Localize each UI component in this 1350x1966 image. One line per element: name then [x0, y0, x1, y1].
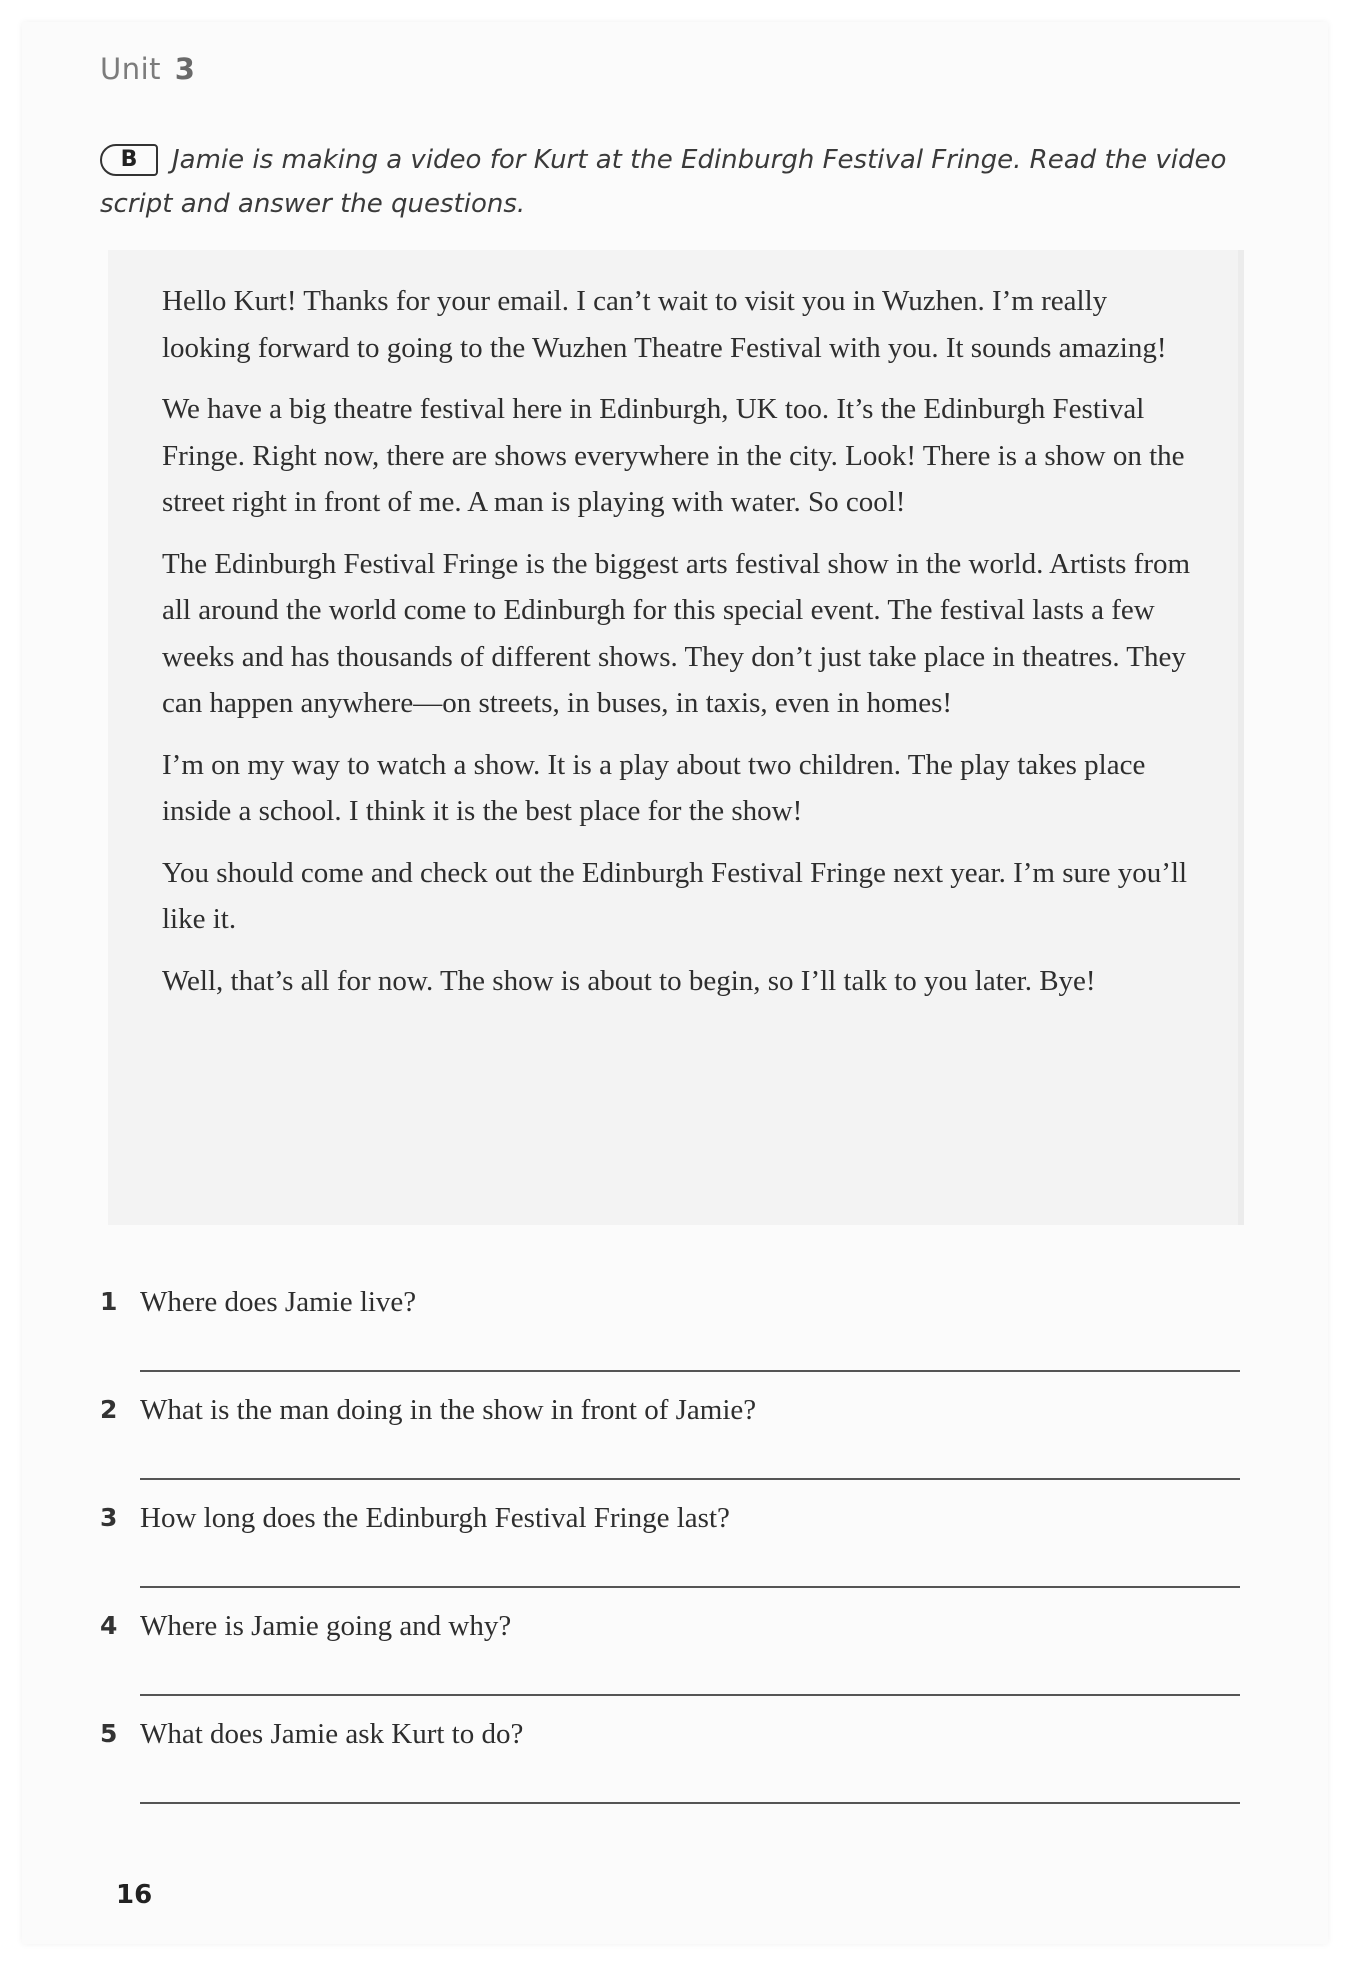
- answer-line[interactable]: [140, 1694, 1240, 1696]
- exercise-instruction: [100, 138, 1230, 226]
- answer-line[interactable]: [140, 1586, 1240, 1588]
- question-item: [100, 1606, 1240, 1714]
- question-number: 5: [100, 1719, 118, 1748]
- unit-header: [100, 52, 195, 86]
- question-text: Where is Jamie going and why?: [140, 1610, 512, 1642]
- unit-label: Unit: [100, 52, 162, 86]
- answer-line[interactable]: [140, 1478, 1240, 1480]
- script-paragraph: We have a big theatre festival here in Edinburgh, UK too. It’s the Edinburgh Festival Fringe. Right now, there are shows everywhere in the city. Look! There is a show on the street right in front of me. A man is playing with water. So cool!: [162, 393, 1185, 518]
- page-number: 16: [116, 1880, 153, 1910]
- question-number: 2: [100, 1395, 118, 1424]
- script-paragraph: Well, that’s all for now. The show is about to begin, so I’ll talk to you later. Bye!: [162, 964, 1096, 997]
- question-text: What does Jamie ask Kurt to do?: [140, 1718, 524, 1750]
- answer-line[interactable]: [140, 1802, 1240, 1804]
- question-text: What is the man doing in the show in front of Jamie?: [140, 1394, 757, 1426]
- answer-line[interactable]: [140, 1370, 1240, 1372]
- script-paragraph: The Edinburgh Festival Fringe is the biggest arts festival show in the world. Artists from all around the world come to Edinburgh for this special event. The festival lasts a few weeks and has thousands of different shows. They don’t just take place in theatres. They can happen anywhere—on streets, in buses, in taxis, even in homes!: [162, 547, 1191, 719]
- instruction-text: Jamie is making a video for Kurt at the Edinburgh Festival Fringe. Read the video script and answer the questions.: [100, 145, 1227, 219]
- question-text: How long does the Edinburgh Festival Fringe last?: [140, 1502, 730, 1534]
- video-script: [162, 278, 1202, 1019]
- question-item: [100, 1390, 1240, 1498]
- question-list: [100, 1282, 1240, 1822]
- question-item: [100, 1714, 1240, 1822]
- question-number: 1: [100, 1287, 118, 1316]
- question-item: [100, 1498, 1240, 1606]
- script-paragraph: Hello Kurt! Thanks for your email. I can’t wait to visit you in Wuzhen. I’m really looking forward to going to the Wuzhen Theatre Festival with you. It sounds amazing!: [162, 285, 1167, 364]
- script-paragraph: I’m on my way to watch a show. It is a play about two children. The play takes place inside a school. I think it is the best place for the show!: [162, 748, 1146, 827]
- script-paragraph: You should come and check out the Edinburgh Festival Fringe next year. I’m sure you’ll like it.: [162, 856, 1188, 935]
- question-text: Where does Jamie live?: [140, 1286, 417, 1318]
- question-number: 4: [100, 1611, 118, 1640]
- question-item: [100, 1282, 1240, 1390]
- exercise-badge: B: [100, 144, 158, 176]
- unit-number: 3: [174, 52, 196, 86]
- question-number: 3: [100, 1503, 118, 1532]
